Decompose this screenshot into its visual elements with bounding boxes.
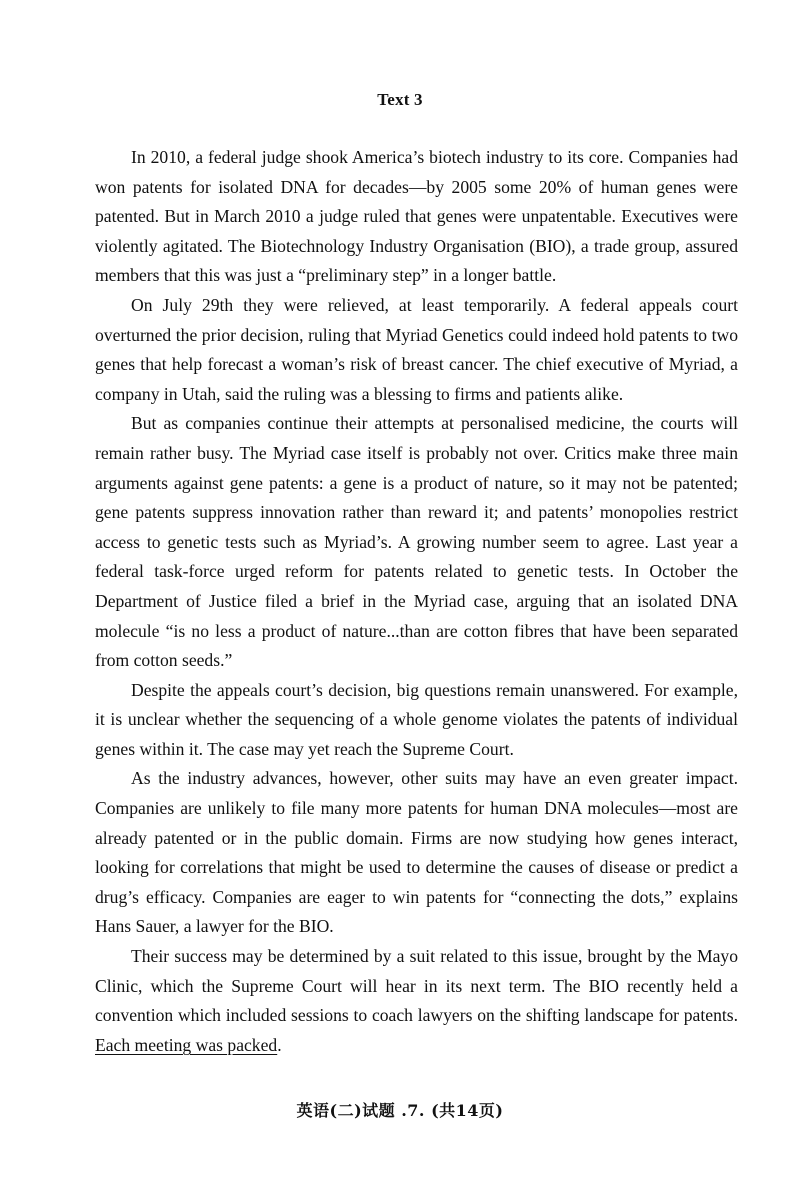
paragraph-5: As the industry advances, however, other suits may have an even greater impact. Companies are unlikely to file many more patents for human DNA molecules—most are already patented or in the public domain. Firms are now studying how genes interact, looking for correlations that might be used to determine the causes of disease or predict a drug’s efficacy. Companies are eager to win patents for “connecting the dots,” explains Hans Sauer, a lawyer for the BIO. [95, 768, 738, 937]
paragraph-6 [95, 942, 738, 1060]
paragraph-6-start: Their success may be determined by a suit related to this issue, brought by the Mayo Clinic, which the Supreme Court will hear in its next term. The BIO recently held a convention which included sessions to coach lawyers on the shifting landscape for patents. [95, 946, 738, 1026]
paragraph-6-end: . [277, 1034, 282, 1055]
page-footer: 英语(二)试题 .7. (共14页) [296, 1101, 504, 1120]
paragraph-4: Despite the appeals court’s decision, big questions remain unanswered. For example, it is unclear whether the sequencing of a whole genome violates the patents of individual genes within it. The case may yet reach the Supreme Court. [95, 679, 738, 759]
passage-body [95, 143, 738, 1060]
underlined-sentence: Each meeting was packed [95, 1034, 278, 1055]
paragraph-2: On July 29th they were relieved, at least temporarily. A federal appeals court overturned the prior decision, ruling that Myriad Genetics could indeed hold patents to two genes that help forecast a woman’s risk of breast cancer. The chief executive of Myriad, a company in Utah, said the ruling was a blessing to firms and patients alike. [95, 294, 738, 404]
paragraph-3: But as companies continue their attempts at personalised medicine, the courts will remain rather busy. The Myriad case itself is probably not over. Critics make three main arguments against gene patents: a gene is a product of nature, so it may not be patented; gene patents suppress innovation rather than reward it; and patents’ monopolies restrict access to genetic tests such as Myriad’s. A growing number seem to agree. Last year a federal task-force urged reform for patents related to genetic tests. In October the Department of Justice filed a brief in the Myriad case, arguing that an isolated DNA molecule “is no less a product of nature...than are cotton fibres that have been separated from cotton seeds.” [95, 413, 738, 671]
paragraph-1: In 2010, a federal judge shook America’s biotech industry to its core. Companies had won patents for isolated DNA for decades—by 2005 some 20% of human genes were patented. But in March 2010 a judge ruled that genes were unpatentable. Executives were violently agitated. The Biotechnology Industry Organisation (BIO), a trade group, assured members that this was just a “preliminary step” in a longer battle. [95, 147, 738, 286]
page-title: Text 3 [377, 90, 423, 109]
